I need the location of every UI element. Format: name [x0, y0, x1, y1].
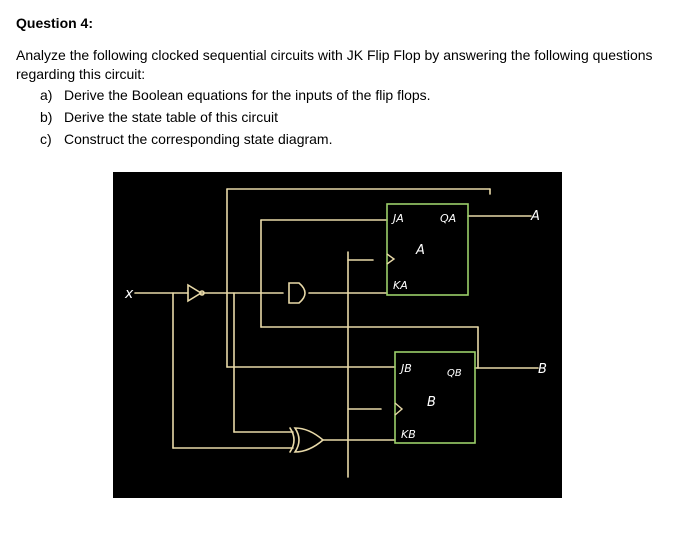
circuit-diagram — [113, 172, 562, 498]
jb-label: JB — [401, 362, 412, 375]
item-a-label: a) — [40, 87, 53, 103]
question-item-b — [40, 106, 431, 128]
kb-label: KB — [401, 428, 416, 441]
and-gate — [289, 283, 305, 303]
item-a-text: Derive the Boolean equations for the inputs of the flip flops. — [64, 87, 431, 103]
circuit-labels — [124, 209, 547, 441]
output-a-label: A — [531, 209, 540, 224]
qb-label: QB — [447, 368, 462, 379]
qa-label: QA — [440, 212, 457, 225]
item-c-text: Construct the corresponding state diagram. — [64, 131, 333, 147]
wires — [135, 189, 538, 477]
question-intro: Analyze the following clocked sequential circuits with JK Flip Flop by answering the following questions regarding this circuit: — [16, 47, 653, 82]
output-b-label: B — [538, 362, 547, 377]
clock-marker-b — [395, 403, 402, 415]
ff-b-name: B — [427, 395, 436, 410]
input-x-label: x — [125, 286, 134, 302]
item-b-label: b) — [40, 109, 53, 125]
item-b-text: Derive the state table of this circuit — [64, 109, 278, 125]
clock-marker-a — [387, 254, 394, 264]
buffer-gate — [188, 285, 201, 301]
question-items — [40, 84, 431, 150]
question-item-a — [40, 84, 431, 106]
item-c-label: c) — [40, 131, 52, 147]
circuit-svg — [113, 172, 562, 498]
question-title: Question 4: — [16, 15, 94, 31]
xor-gate — [295, 428, 323, 452]
ff-a-name: A — [416, 243, 425, 258]
ja-label: JA — [393, 212, 404, 225]
ka-label: KA — [393, 279, 408, 292]
question-item-c — [40, 128, 431, 150]
